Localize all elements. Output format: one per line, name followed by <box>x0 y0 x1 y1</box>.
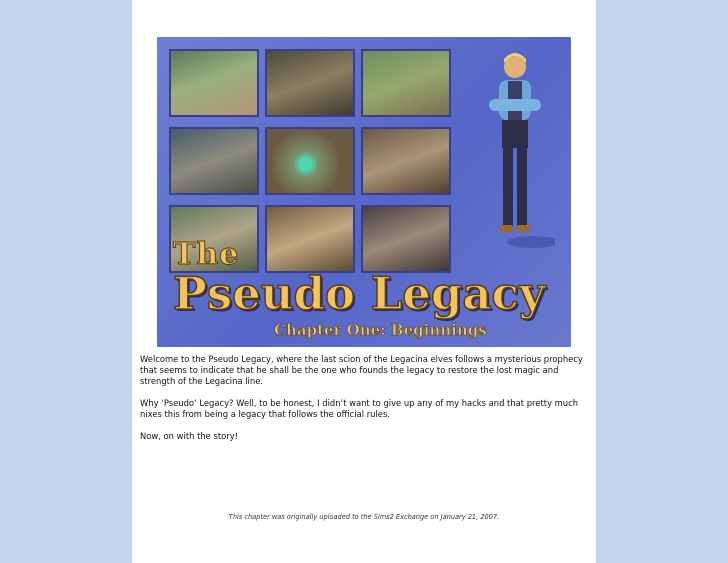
banner-chapter-subtitle: Chapter One: Beginnings <box>274 321 487 339</box>
upload-footer-note: This chapter was originally uploaded to the Sims2 Exchange on January 21, 2007. <box>228 513 500 521</box>
banner-title-main: Pseudo Legacy <box>173 267 546 320</box>
screenshot-thumbnail <box>265 127 355 195</box>
intro-paragraph: Welcome to the Pseudo Legacy, where the last scion of the Legacina elves follows a mysterious prophecy that seems to indicate that he shall be the one who founds the legacy to restore the lost magic and strength of the Legacina line. <box>140 354 583 387</box>
screenshot-thumbnail <box>265 49 355 117</box>
explanation-paragraph: Why ‘Pseudo’ Legacy? Well, to be honest, I didn’t want to give up any of my hacks and that pretty much nixes this from being a legacy that follows the official rules. <box>140 398 579 420</box>
screenshot-thumbnail <box>169 49 259 117</box>
screenshot-thumbnail <box>361 205 451 273</box>
screenshot-thumbnail <box>265 205 355 273</box>
screenshot-thumbnail <box>361 49 451 117</box>
character-figure-illustration <box>475 47 555 252</box>
screenshot-thumbnail <box>169 127 259 195</box>
document-page <box>132 0 596 563</box>
chapter-banner-image <box>157 37 571 347</box>
screenshot-thumbnail <box>361 127 451 195</box>
transition-paragraph: Now, on with the story! <box>140 431 239 441</box>
banner-title-the: The <box>173 237 240 272</box>
